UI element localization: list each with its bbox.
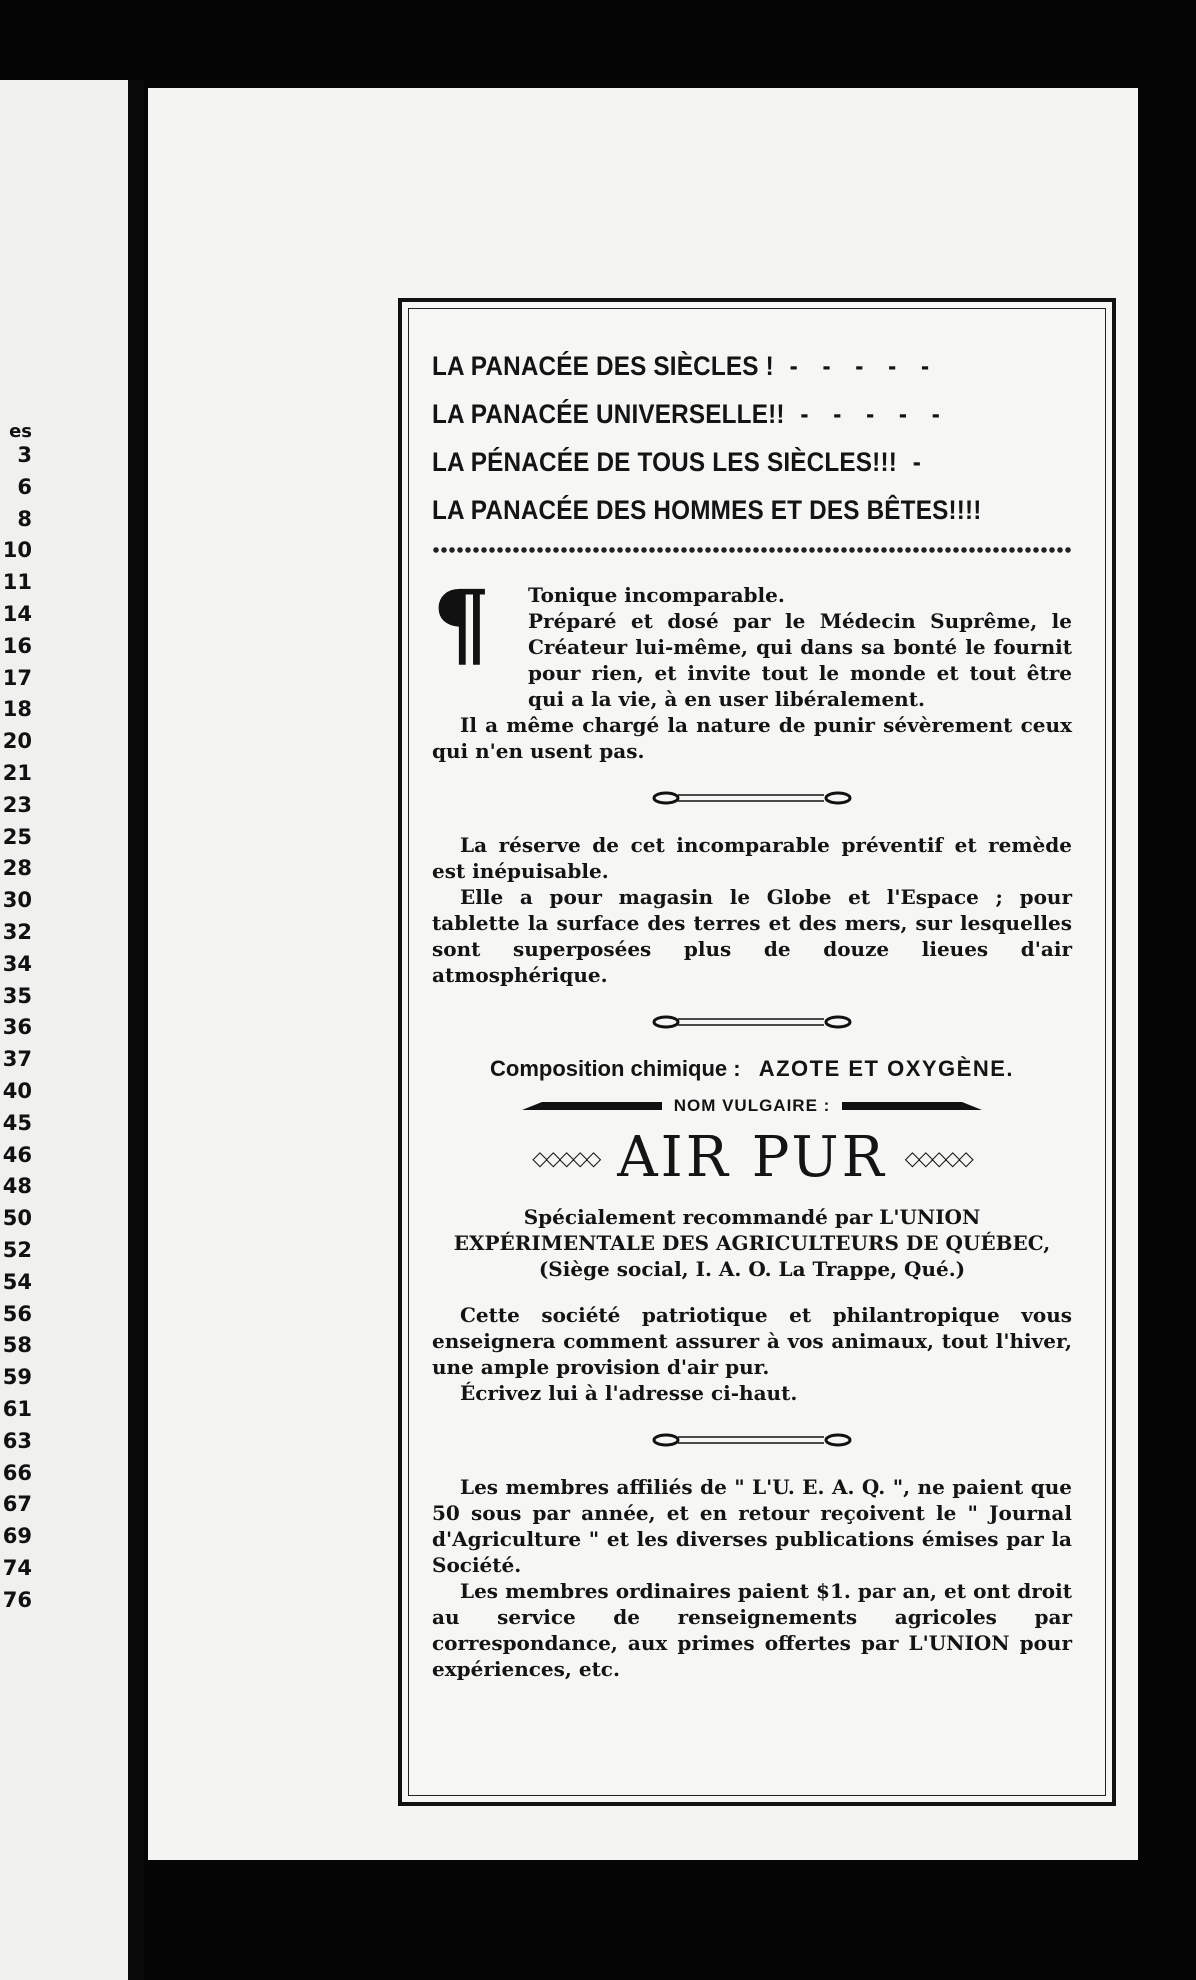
page-number-entry: 10: [2, 538, 32, 563]
intro-paragraph-1: Préparé et dosé par le Médecin Suprême, le Créateur lui-même, qui dans sa bonté le fournit pour rien, et invite tout le monde et tout être qui a la vie, à en user libéralement.: [528, 609, 1072, 711]
membres-paragraph-2: Les membres ordinaires paient $1. par an, et ont droit au service de renseignements agricoles par correspondance, aux primes offertes par L'UNION pour expériences, etc.: [432, 1579, 1072, 1681]
page-number-entry: 6: [17, 474, 32, 499]
reserve-paragraph-1: La réserve de cet incomparable préventif et remède est inépuisable.: [432, 833, 1072, 883]
page-number-entry: 16: [2, 633, 32, 658]
page-number-entry: 56: [2, 1301, 32, 1326]
societe-section: [432, 1302, 1072, 1406]
membres-paragraph-1: Les membres affiliés de " L'U. E. A. Q. ", ne paient que 50 sous par année, et en retour reçoivent le " Journal d'Agriculture " et les diverses publications émises par la Société.: [432, 1475, 1072, 1577]
page-number-entry: 67: [2, 1492, 32, 1517]
page-number-entry: 20: [2, 729, 32, 754]
page-number-entry: 36: [2, 1015, 32, 1040]
page-number-entry: 69: [2, 1524, 32, 1549]
page-number-entry: 66: [2, 1460, 32, 1485]
societe-paragraph-2: Écrivez lui à l'adresse ci-haut.: [460, 1381, 798, 1405]
headline-4: LA PANACÉE DES HOMMES ET DES BÊTES!!!!: [432, 495, 982, 525]
page-number-entry: 37: [2, 1047, 32, 1072]
page-number-entry: 58: [2, 1333, 32, 1358]
intro-line-1: Tonique incomparable.: [528, 583, 785, 607]
page-number-entry: 8: [17, 506, 32, 531]
intro-section: [432, 570, 1072, 764]
page-number-entry: 34: [2, 951, 32, 976]
page-number-entry: 59: [2, 1365, 32, 1390]
ornament-divider-3: [652, 1426, 852, 1454]
page-number-entry: 14: [2, 601, 32, 626]
page-number-entry: 74: [2, 1555, 32, 1580]
page-number-entry: 48: [2, 1174, 32, 1199]
membres-section: [432, 1474, 1072, 1682]
page-number-entry: 18: [2, 697, 32, 722]
composition-line: [432, 1056, 1072, 1082]
societe-paragraph-1: Cette société patriotique et philantropique vous enseignera comment assurer à vos animaux, tout l'hiver, une ample provision d'air pur.: [432, 1303, 1072, 1379]
page-number-entry: 25: [2, 824, 32, 849]
air-pur-row: [432, 1126, 1072, 1190]
page-number-entry: 50: [2, 1206, 32, 1231]
headline-block: [432, 342, 1072, 534]
page-number-entry: 46: [2, 1142, 32, 1167]
page-number-entry: 61: [2, 1396, 32, 1421]
column-header-fragment: es: [9, 421, 32, 442]
headline-3: LA PÉNACÉE DE TOUS LES SIÈCLES!!! -: [432, 447, 930, 477]
right-rule-icon: [842, 1099, 982, 1113]
page: [148, 88, 1138, 1860]
intro-paragraph-2: Il a même chargé la nature de punir sévèrement ceux qui n'en usent pas.: [432, 713, 1072, 763]
page-gutter: [128, 80, 144, 1980]
page-number-entry: 52: [2, 1237, 32, 1262]
pilcrow-icon: ¶: [432, 570, 491, 678]
diamond-ornament-right-icon: ◇◇◇◇◇: [904, 1146, 972, 1170]
nom-vulgaire-label: NOM VULGAIRE :: [673, 1096, 831, 1115]
page-number-entry: 63: [2, 1428, 32, 1453]
diamond-ornament-left-icon: ◇◇◇◇◇: [532, 1146, 600, 1170]
page-number-entry: 17: [2, 665, 32, 690]
wavy-divider: [432, 544, 1072, 556]
page-number-entry: 76: [2, 1587, 32, 1612]
advertisement-content: [432, 342, 1072, 1682]
left-rule-icon: [522, 1099, 662, 1113]
page-number-column: [0, 421, 32, 1616]
page-number-entry: 28: [2, 856, 32, 881]
page-number-entry: 45: [2, 1110, 32, 1135]
ornament-divider-1: [652, 784, 852, 812]
page-number-entry: 30: [2, 888, 32, 913]
ornament-divider-2: [652, 1008, 852, 1036]
recommendation-text: Spécialement recommandé par L'UNION EXPÉRIMENTALE DES AGRICULTEURS DE QUÉBEC, (Siège social, I. A. O. La Trappe, Qué.): [453, 1205, 1051, 1281]
headline-1: LA PANACÉE DES SIÈCLES ! - - - - -: [432, 351, 939, 381]
advertisement-frame: [398, 298, 1116, 1806]
page-number-entry: 3: [17, 443, 32, 467]
reserve-section: [432, 832, 1072, 988]
page-number-entry: 54: [2, 1269, 32, 1294]
page-number-entry: 11: [2, 570, 32, 595]
nom-vulgaire-row: [432, 1096, 1072, 1116]
page-number-entry: 21: [2, 760, 32, 785]
composition-value: AZOTE ET OXYGÈNE.: [758, 1056, 1014, 1081]
page-number-entry: 23: [2, 792, 32, 817]
headline-2: LA PANACÉE UNIVERSELLE!! - - - - -: [432, 399, 949, 429]
page-number-entry: 35: [2, 983, 32, 1008]
page-number-entry: 40: [2, 1078, 32, 1103]
page-number-entry: 32: [2, 919, 32, 944]
composition-label: Composition chimique :: [490, 1056, 741, 1081]
reserve-paragraph-2: Elle a pour magasin le Globe et l'Espace ; pour tablette la surface des terres et des mers, sur lesquelles sont superposées plus de douze lieues d'air atmosphérique.: [432, 885, 1072, 987]
air-pur-title: AIR PUR: [617, 1125, 887, 1190]
